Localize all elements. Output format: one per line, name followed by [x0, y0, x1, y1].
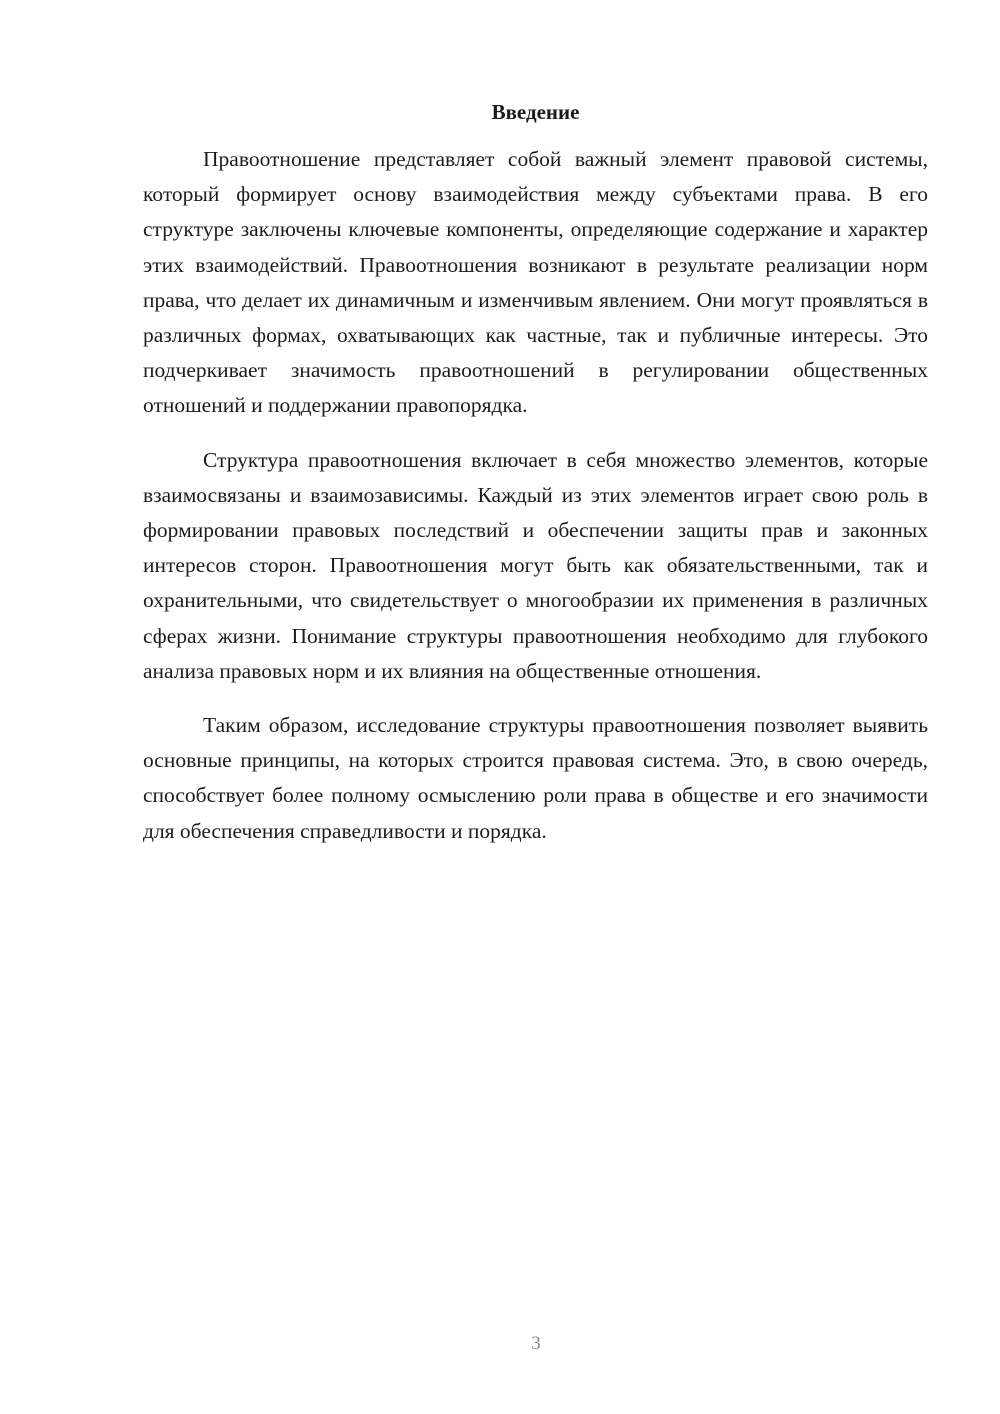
paragraph-2: Структура правоотношения включает в себя множество элементов, которые взаимосвязаны и взаимозависимы. Каждый из этих элементов играет свою роль в формировании правовых последствий и обеспечении защиты прав и законных интересов сторон. Правоотношения могут быть как обязательственными, так и охранительными, что свидетельствует о многообразии их применения в различных сферах жизни. Понимание структуры правоотношения необходимо для глубокого анализа правовых норм и их влияния на общественные отношения. [143, 447, 928, 683]
paragraph-3: Таким образом, исследование структуры правоотношения позволяет выявить основные принципы, на которых строится правовая система. Это, в свою очередь, способствует более полному осмыслению роли права в обществе и его значимости для обеспечения справедливости и порядка. [143, 713, 928, 843]
document-body [143, 142, 928, 868]
page-number: 3 [531, 1333, 541, 1354]
paragraph-1: Правоотношение представляет собой важный элемент правовой системы, который формирует основу взаимодействия между субъектами права. В его структуре заключены ключевые компоненты, определяющие содержание и характер этих взаимодействий. Правоотношения возникают в результате реализации норм права, что делает их динамичным и изменчивым явлением. Они могут проявляться в различных формах, охватывающих как частные, так и публичные интересы. Это подчеркивает значимость правоотношений в регулировании общественных отношений и поддержании правопорядка. [143, 147, 928, 418]
page-title: Введение [491, 100, 580, 124]
